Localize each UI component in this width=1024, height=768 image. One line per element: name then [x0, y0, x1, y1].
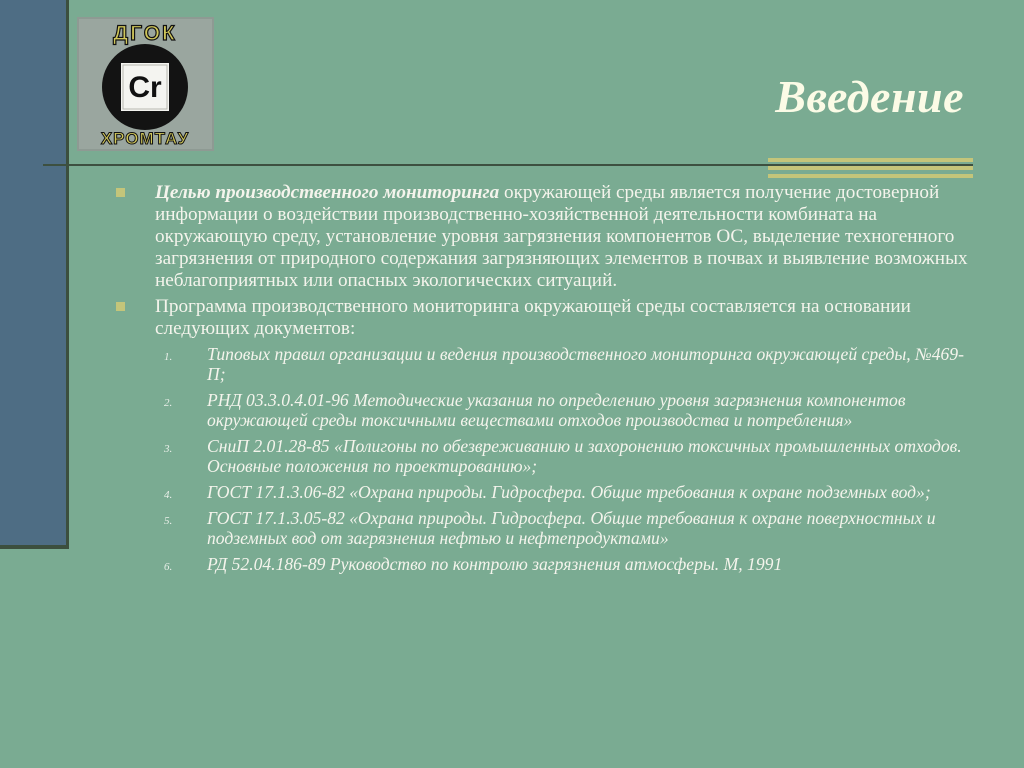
list-item-text: РД 52.04.186-89 Руководство по контролю загрязнения атмосферы. М, 1991 [207, 554, 783, 574]
bullet-text: окружающей среды является получение достоверной информации о воздействии производственно-хозяйственной деятельности комбината на окружающую среду, установление уровня загрязнения компонентов ОС, выделение техногенного загрязнения от природного содержания загрязняющих элементов в почвах и выявление возможных неблагоприятных или опасных экологических ситуаций. [155, 182, 968, 291]
left-decorative-bar [0, 0, 66, 545]
list-item [112, 390, 967, 430]
accent-bars [768, 158, 973, 182]
bullet-program [112, 296, 972, 340]
list-item-text: ГОСТ 17.1.3.05-82 «Охрана природы. Гидросфера. Общие требования к охране поверхностных и подземных вод от загрязнения нефтью и нефтепродуктами» [207, 508, 936, 548]
bullet-square-icon [116, 188, 125, 197]
left-bar-shadow [0, 545, 69, 549]
bullet-purpose [112, 182, 972, 292]
logo-bottom-text: ХРОМТАУ [100, 129, 190, 148]
list-item-text: Типовых правил организации и ведения производственного мониторинга окружающей среды, №469-П; [207, 344, 964, 384]
list-number: 1. [164, 351, 173, 363]
list-item [112, 508, 967, 548]
left-bar-edge [66, 0, 69, 549]
logo-center-text: Cr [128, 71, 162, 104]
list-item-text: РНД 03.3.0.4.01-96 Методические указания по определению уровня загрязнения компонентов окружающей среды токсичными веществами отходов производства и потребления» [207, 390, 906, 430]
company-logo [77, 17, 214, 151]
list-number: 4. [164, 489, 173, 501]
page-title: Введение [775, 71, 964, 122]
bullet-bold-phrase: Целью производственного мониторинга [155, 182, 500, 203]
list-number: 2. [164, 397, 173, 409]
bullet-square-icon [116, 302, 125, 311]
list-number: 6. [164, 561, 173, 573]
list-item-text: СниП 2.01.28-85 «Полигоны по обезвреживанию и захоронению токсичных промышленных отходов. Основные положения по проектированию»; [207, 436, 962, 476]
bullet-text: Программа производственного мониторинга окружающей среды составляется на основании следующих документов: [155, 296, 911, 339]
documents-list [112, 344, 972, 574]
list-item [112, 436, 967, 476]
list-number: 5. [164, 515, 173, 527]
list-item [112, 554, 967, 574]
list-number: 3. [164, 443, 173, 455]
list-item [112, 482, 967, 502]
logo-top-text: ДГОК [113, 22, 177, 45]
list-item [112, 344, 967, 384]
slide-content [112, 182, 972, 580]
list-item-text: ГОСТ 17.1.3.06-82 «Охрана природы. Гидросфера. Общие требования к охране подземных вод»; [207, 482, 931, 502]
